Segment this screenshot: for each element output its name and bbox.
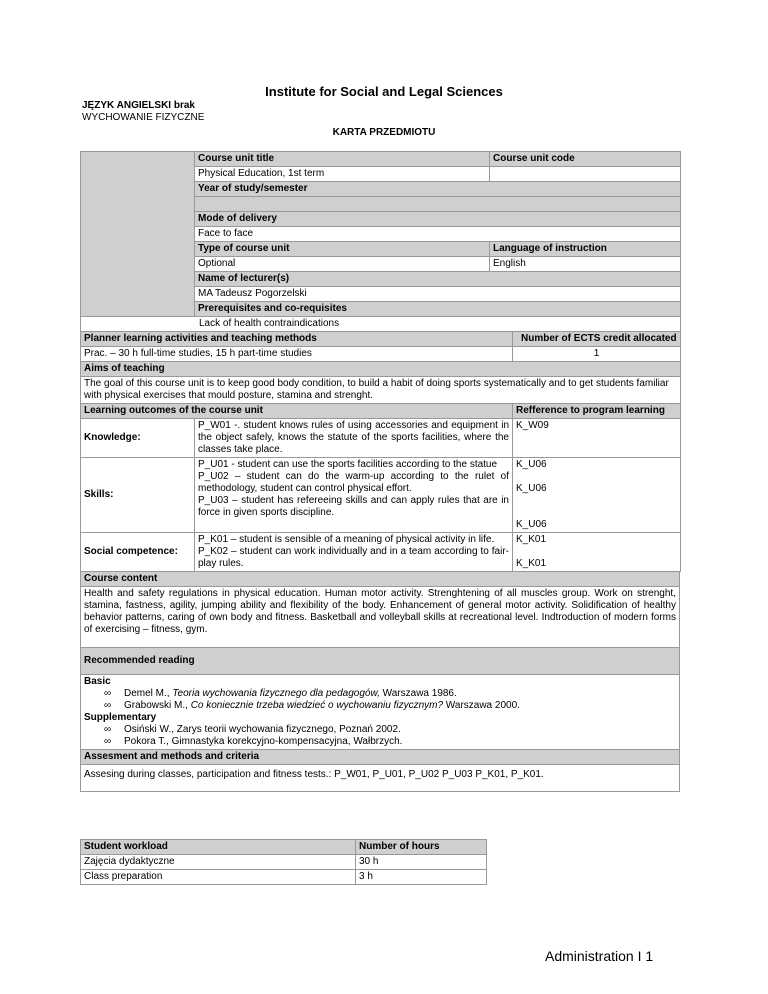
aims-value: The goal of this course unit is to keep good body condition, to build a habit of doing sports systematically and to get students familiar with physical exercises that mould posture, stamina and strenght. [81,377,681,404]
workload-section [80,839,680,885]
bullet-icon: ∞ [104,724,112,735]
social-refs [513,533,681,572]
skills-label: Skills: [81,458,195,533]
content-table [80,571,680,792]
bullet-icon: ∞ [104,736,112,747]
course-code-label: Course unit code [490,152,681,167]
social-label: Social competence: [81,533,195,572]
supplementary-label: Supplementary [84,712,157,723]
workload-name: Zajęcia dydaktyczne [81,855,356,870]
mode-value: Face to face [195,227,681,242]
social-ref: K_K01 [516,534,547,545]
course-title-label: Course unit title [195,152,490,167]
workload-hours: 3 h [356,870,487,885]
list-item: ∞ Osiński W., Zarys teorii wychowania fizycznego, Poznań 2002. [104,724,401,735]
page-footer: Administration I 1 [545,948,654,964]
skill-item: P_U03 – student has refereeing skills and can apply rules that are in force in given sports discipline. [198,495,509,518]
mode-label: Mode of delivery [195,212,681,227]
outcomes-table [80,403,681,572]
workload-table [80,839,487,885]
course-code-value [490,167,681,182]
planner-value: Prac. – 30 h full-time studies, 15 h part-time studies [81,347,513,362]
list-item: ∞ Demel M., Teoria wychowania fizycznego dla pedagogów, Warszawa 1986. [104,688,457,699]
supplementary-list [84,724,676,748]
course-title-value: Physical Education, 1st term [195,167,490,182]
content-text: Health and safety regulations in physical education. Human motor activity. Strenghtening of all muscles group. Work on strenght, stamina, fastness, agility, jumping ability and flexibility of the body. Enhancement of general motor activity. Solidification of healthy behavior patterns, caring of own body and fitness. Basketball and volleyball skills at recreational level. Indtroduction of modern forms of exercising – fitness, gym. [81,587,680,648]
knowledge-text: P_W01 -. student knows rules of using accessories and equipment in the object safely, knows the statute of the sports facilities, where the classes take place. [195,419,513,458]
language-value: English [490,257,681,272]
bullet-icon: ∞ [104,688,112,699]
aims-label: Aims of teaching [81,362,681,377]
skill-item: P_U01 - student can use the sports facilities according to the statue [198,459,498,470]
reference-label: Refference to program learning [513,404,681,419]
planner-table [80,331,681,404]
reading-label: Recommended reading [81,648,680,675]
type-value: Optional [195,257,490,272]
language-label: Language of instruction [490,242,681,257]
social-item: P_K01 – student is sensible of a meaning of physical activity in life. [198,534,495,545]
social-item: P_K02 – student can work individually and in a team according to fair-play rules. [198,546,509,569]
bullet-icon: ∞ [104,700,112,711]
grey-block [81,152,195,317]
social-ref: K_K01 [516,558,547,569]
assessment-label: Assesment and methods and criteria [81,750,680,765]
ects-value: 1 [513,347,681,362]
year-label: Year of study/semester [195,182,681,197]
skills-text [195,458,513,533]
skill-ref: K_U06 [516,459,547,470]
content-label: Course content [81,572,680,587]
assessment-text: Assesing during classes, participation and fitness tests.: P_W01, P_U01, P_U02 P_U03 P_K01, P_K01. [81,765,680,792]
header-line-2: WYCHOWANIE FIZYCZNE [82,112,205,123]
workload-name: Class preparation [81,870,356,885]
reading-section [81,675,680,750]
planner-label: Planner learning activities and teaching methods [81,332,513,347]
skill-item: P_U02 – student can do the warm-up according to the rulet of methodology, student can control physical effort. [198,471,509,494]
outcomes-label: Learning outcomes of the course unit [81,404,513,419]
header-line-1: JĘZYK ANGIELSKI brak [82,100,195,111]
lecturer-label: Name of lecturer(s) [195,272,681,287]
skill-ref: K_U06 [516,483,547,494]
prereq-label: Prerequisites and co-requisites [195,302,681,317]
skill-ref: K_U06 [516,519,547,530]
knowledge-ref: K_W09 [513,419,681,458]
basic-label: Basic [84,676,111,687]
lecturer-value: MA Tadeusz Pogorzelski [195,287,681,302]
type-label: Type of course unit [195,242,490,257]
workload-header: Student workload [81,840,356,855]
knowledge-label: Knowledge: [81,419,195,458]
list-item: ∞ Pokora T., Gimnastyka korekcyjno-kompensacyjna, Wałbrzych. [104,736,403,747]
course-sheet [80,151,680,792]
social-text [195,533,513,572]
workload-hours: 30 h [356,855,487,870]
ects-label: Number of ECTS credit allocated [513,332,681,347]
hours-header: Number of hours [356,840,487,855]
prereq-value: Lack of health contraindications [81,317,681,332]
skills-refs [513,458,681,533]
institute-title: Institute for Social and Legal Sciences [265,84,503,99]
list-item: ∞ Grabowski M., Co koniecznie trzeba wiedzieć o wychowaniu fizycznym? Warszawa 2000. [104,700,520,711]
basic-list [84,688,676,712]
year-value [195,197,681,212]
document-title: KARTA PRZEDMIOTU [332,127,436,138]
course-info-table [80,151,681,332]
